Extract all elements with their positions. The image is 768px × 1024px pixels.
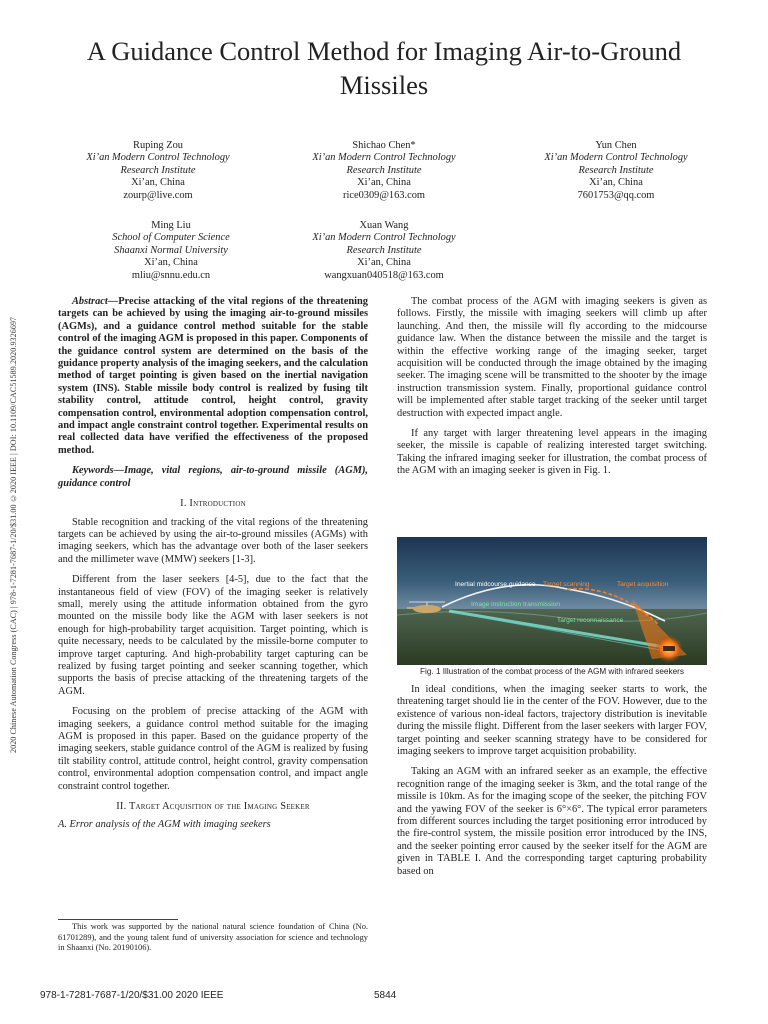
body-paragraph: The combat process of the AGM with imaging seekers is given as follows. Firstly, the missile with imaging seekers will climb up after launching. And then, the missile will fly according to the midcourse guidance law. When the distance between the missile and the target is within the effective working range of the imaging seeker, target acquisition will be conducted through the image obtained by the imaging seeker. The imaging scene will be transmitted to the shooter by the image instruction transmission system. Finally, proportional guidance control will be implemented after stable target tracking of the seeker until target destruction with expected impact angle.: [397, 296, 707, 419]
author-affiliation: School of Computer Science: [112, 232, 230, 244]
author-email: rice0309@163.com: [343, 189, 425, 201]
abstract: [58, 296, 368, 457]
subsection-heading: A. Error analysis of the AGM with imaging seekers: [58, 819, 271, 831]
body-paragraph: If any target with larger threatening level appears in the imaging seeker, the missile is capable of realizing interested target switching. Taking the infrared imaging seeker for illustration, the combat process of the AGM with an imaging seeker is given in Fig. 1.: [397, 428, 707, 477]
author-email: zourp@live.com: [123, 189, 193, 201]
figure-caption: Fig. 1 Illustration of the combat process of the AGM with infrared seekers: [420, 667, 684, 676]
footnote-rule: [58, 919, 178, 920]
author-city: Xi’an, China: [357, 257, 411, 269]
side-doi-banner: 2020 Chinese Automation Congress (CAC) | 978-1-7281-7687-1/20/$31.00 ©2020 IEEE | DOI: 10.1109/CAC51589.2020.9326697: [9, 316, 18, 753]
author-block: [71, 220, 271, 282]
author-affiliation: Xi’an Modern Control Technology: [312, 152, 456, 164]
body-paragraph: Stable recognition and tracking of the vital regions of the threatening targets can be achieved by using the air-to-ground missiles (AGMs) with imaging seekers, which has the advantage over both of the laser seekers and the millimeter wave (MMW) seekers [1-3].: [58, 516, 368, 565]
author-name: Shichao Chen*: [352, 140, 416, 151]
author-city: Xi’an, China: [131, 177, 185, 189]
author-email: mliu@snnu.edu.cn: [131, 269, 211, 281]
author-affiliation: Xi’an Modern Control Technology: [312, 232, 456, 244]
label-transmission: Image instruction transmission: [471, 601, 561, 608]
abstract-lead: Abstract—: [72, 296, 119, 307]
footnote-text: This work was supported by the national natural science foundation of China (No. 61701289), and the young talent fund of university association for science and technology in Shaanxi (No. 20190106).: [58, 922, 368, 953]
author-email: 7601753@qq.com: [577, 189, 655, 201]
author-name: Yun Chen: [595, 140, 637, 151]
target-vehicle: [663, 646, 675, 651]
author-name: Ruping Zou: [133, 140, 183, 151]
right-column-bottom: [397, 684, 707, 886]
author-email: wangxuan040518@163.com: [324, 269, 444, 281]
author-block: [284, 220, 484, 282]
abstract-text: Precise attacking of the vital regions of the threatening targets can be achieved by using the imaging air-to-ground missiles (AGMs), and a guidance control method suitable for the stable control of the imaging AGM is proposed in this paper. Components of the guidance control system are determined on the basis of the guidance property analysis of the imaging seekers, and the calculation method of target pointing is given based on the inertial navigation system (INS). Stable missile body control is realized by fusing tilt stability control, attitude control, height control, gravity compensation control, environmental adoption compensation control, and impact angle constraint control together. Experimental results on real collected data have verified the effectiveness of the proposed method.: [58, 296, 368, 456]
body-paragraph: Taking an AGM with an infrared seeker as an example, the effective recognition range of the imaging seeker is 3km, and the total range of the missile is 10km. As for the imaging scope of the seeker, the pitching FOV and the yawing FOV of the seeker is 6°×6°. The typical error parameters from different sources including the target positioning error introduced by the fire-control system, the missile position error introduced by the INS, and the seeker pointing error caused by the seeker itself for the AGM are given in TABLE I. And the corresponding target capturing probability based on: [397, 766, 707, 877]
author-block: [58, 140, 258, 202]
author-city: Xi’an, China: [357, 177, 411, 189]
label-reconnaissance: Target reconnaissance: [557, 617, 624, 624]
author-affiliation: Research Institute: [578, 164, 654, 176]
footnote: [58, 922, 368, 954]
author-affiliation: Xi’an Modern Control Technology: [544, 152, 688, 164]
figure-combat-process: [397, 537, 707, 665]
author-name: Ming Liu: [151, 220, 191, 231]
body-paragraph: Different from the laser seekers [4-5], due to the fact that the instantaneous field of view (FOV) of the imaging seeker is relatively small, merely using the attitude information obtained from the gyro mounted on the missile body like the AGM with laser seekers is not enough for high-probability target acquisition. Target pointing, which is quite necessary, needs to be calculated by the missile-borne computer to improve target capturing. And high-probability target capturing can be realized by fusing target pointing and seeker scanning together, which supports the basis of precise attacking of the threatening targets of the AGM.: [58, 574, 368, 697]
author-city: Xi’an, China: [589, 177, 643, 189]
author-block: [516, 140, 716, 202]
author-city: Xi’an, China: [144, 257, 198, 269]
author-name: Xuan Wang: [359, 220, 409, 231]
label-acquisition: Target acquisition: [617, 581, 669, 588]
section-heading-introduction: I. Introduction: [180, 498, 246, 510]
author-affiliation: Research Institute: [346, 244, 422, 256]
right-column-top: [397, 296, 707, 486]
keywords: Keywords—Image, vital regions, air-to-ground missile (AGM), guidance control: [58, 465, 368, 489]
author-block: [284, 140, 484, 202]
left-column: [58, 296, 368, 840]
author-affiliation: Research Institute: [346, 164, 422, 176]
body-paragraph: In ideal conditions, when the imaging seeker starts to work, the threatening target should lie in the center of the FOV. However, due to the existence of various non-ideal factors, trajectory distribution is inevitable during the missile flight. Different from the laser seekers with larger FOV, target pointing and seeker scanning strategy have to be considered for imaging seekers to improve target acquisition probability.: [397, 684, 707, 758]
section-heading-target-acquisition: II. Target Acquisition of the Imaging Seeker: [116, 801, 310, 813]
footer-isbn: 978-1-7281-7687-1/20/$31.00 2020 IEEE: [40, 990, 224, 1001]
author-affiliation: Shaanxi Normal University: [114, 244, 228, 256]
author-affiliation: Research Institute: [120, 164, 196, 176]
label-scanning: Target scanning: [543, 581, 590, 588]
author-affiliation: Xi’an Modern Control Technology: [86, 152, 230, 164]
body-paragraph: Focusing on the problem of precise attacking of the AGM with imaging seekers, a guidance control method suitable for the imaging AGM is proposed in this paper. Based on the guidance property of the imaging seekers, stable guidance control of the AGM is realized by fusing tilt stability control, attitude control, height control, gravity compensation control, environmental adoption compensation control, and impact angle constraint control together.: [58, 706, 368, 792]
page-number: 5844: [374, 990, 397, 1001]
label-midcourse: Inertial midcourse guidance: [455, 581, 536, 588]
paper-title: A Guidance Control Method for Imaging Air-to-Ground Missiles: [86, 36, 682, 100]
